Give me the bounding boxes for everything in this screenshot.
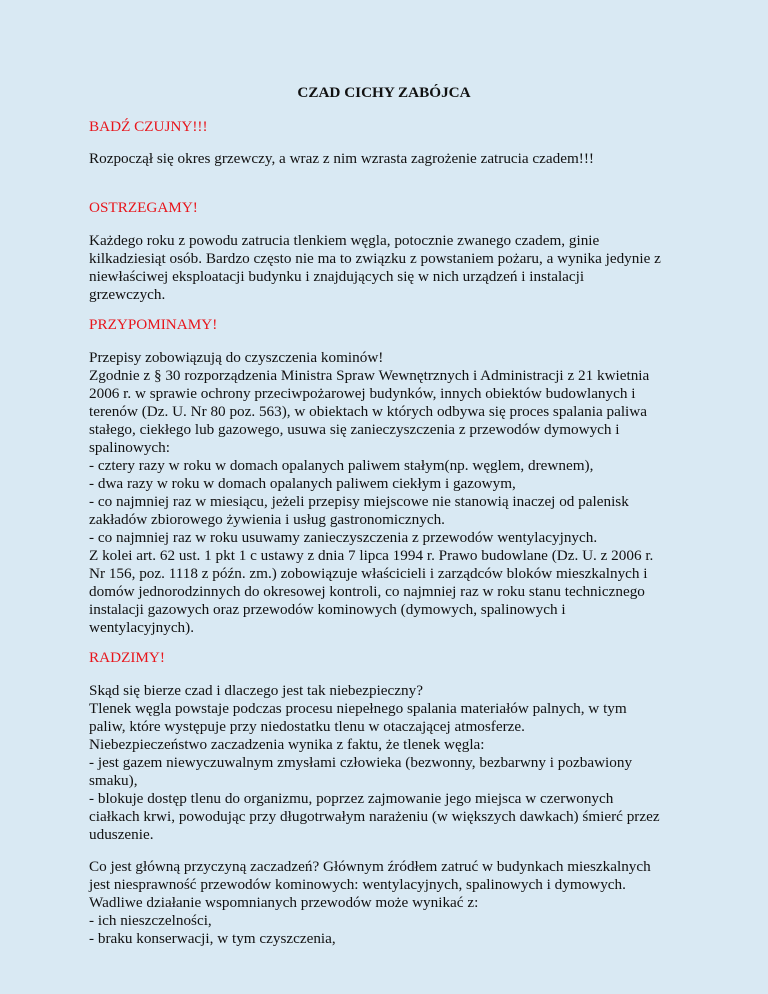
warning-line: Każdego roku z powodu zatrucia tlenkiem węgla, potocznie zwanego czadem, ginie <box>89 232 600 249</box>
advice-line: - blokuje dostęp tlenu do organizmu, poprzez zajmowanie jego miejsca w czerwonych <box>89 790 614 807</box>
heading-badz-czujny: BADŹ CZUJNY!!! <box>89 118 208 135</box>
warning-line: grzewczych. <box>89 286 166 303</box>
advice-line: paliw, które występuje przy niedostatku tlenu w otaczającej atmosferze. <box>89 718 525 735</box>
advice-line: - jest gazem niewyczuwalnym zmysłami człowieka (bezwonny, bezbarwny i pozbawiony <box>89 754 633 771</box>
regulation-line: Z kolei art. 62 ust. 1 pkt 1 c ustawy z dnia 7 lipca 1994 r. Prawo budowlane (Dz. U. z 2006 r. <box>89 547 654 564</box>
regulation-line: 2006 r. w sprawie ochrony przeciwpożarowej budynków, innych obiektów budowlanych i <box>89 385 636 402</box>
advice-line: uduszenie. <box>89 826 154 843</box>
regulation-line: Przepisy zobowiązują do czyszczenia kominów! <box>89 349 384 366</box>
regulation-line: zakładów zbiorowego żywienia i usług gastronomicznych. <box>89 511 445 528</box>
intro-paragraph: Rozpoczął się okres grzewczy, a wraz z nim wzrasta zagrożenie zatrucia czadem!!! <box>89 150 594 167</box>
document-title: CZAD CICHY ZABÓJCA <box>297 84 471 101</box>
regulation-line: wentylacyjnych). <box>89 619 195 636</box>
regulation-line: - co najmniej raz w roku usuwamy zanieczyszczenia z przewodów wentylacyjnych. <box>89 529 598 546</box>
advice-line: Skąd się bierze czad i dlaczego jest tak niebezpieczny? <box>89 682 423 699</box>
regulation-line: Nr 156, poz. 1118 z późn. zm.) zobowiązuje właścicieli i zarządców bloków mieszkalnych i <box>89 565 648 582</box>
warning-line: niewłaściwej eksploatacji budynku i znajdujących się w nich urządzeń i instalacji <box>89 268 585 285</box>
heading-przypominamy: PRZYPOMINAMY! <box>89 316 218 333</box>
regulation-line: - cztery razy w roku w domach opalanych paliwem stałym(np. węglem, drewnem), <box>89 457 594 474</box>
causes-line: - braku konserwacji, w tym czyszczenia, <box>89 930 336 947</box>
causes-line: jest niesprawność przewodów kominowych: wentylacyjnych, spalinowych i dymowych. <box>89 876 626 893</box>
causes-line: Wadliwe działanie wspomnianych przewodów może wynikać z: <box>89 894 479 911</box>
regulation-line: spalinowych: <box>89 439 170 456</box>
regulation-line: - dwa razy w roku w domach opalanych paliwem ciekłym i gazowym, <box>89 475 516 492</box>
regulation-line: domów jednorodzinnych do okresowej kontroli, co najmniej raz w roku stanu technicznego <box>89 583 645 600</box>
advice-line: Niebezpieczeństwo zaczadzenia wynika z faktu, że tlenek węgla: <box>89 736 485 753</box>
causes-line: - ich nieszczelności, <box>89 912 212 929</box>
causes-line: Co jest główną przyczyną zaczadzeń? Głównym źródłem zatruć w budynkach mieszkalnych <box>89 858 651 875</box>
regulation-line: Zgodnie z § 30 rozporządzenia Ministra Spraw Wewnętrznych i Administracji z 21 kwietnia <box>89 367 650 384</box>
advice-line: smaku), <box>89 772 138 789</box>
heading-radzimy: RADZIMY! <box>89 649 165 666</box>
advice-line: Tlenek węgla powstaje podczas procesu niepełnego spalania materiałów palnych, w tym <box>89 700 627 717</box>
advice-line: ciałkach krwi, powodując przy długotrwałym narażeniu (w większych dawkach) śmierć przez <box>89 808 660 825</box>
regulation-line: - co najmniej raz w miesiącu, jeżeli przepisy miejscowe nie stanowią inaczej od palenisk <box>89 493 629 510</box>
heading-ostrzegamy: OSTRZEGAMY! <box>89 199 198 216</box>
warning-line: kilkadziesiąt osób. Bardzo często nie ma to związku z powstaniem pożaru, a wynika jedynie z <box>89 250 661 267</box>
regulation-line: stałego, ciekłego lub gazowego, usuwa się zanieczyszczenia z przewodów dymowych i <box>89 421 620 438</box>
regulation-line: terenów (Dz. U. Nr 80 poz. 563), w obiektach w których odbywa się proces spalania paliwa <box>89 403 647 420</box>
regulation-line: instalacji gazowych oraz przewodów kominowych (dymowych, spalinowych i <box>89 601 566 618</box>
